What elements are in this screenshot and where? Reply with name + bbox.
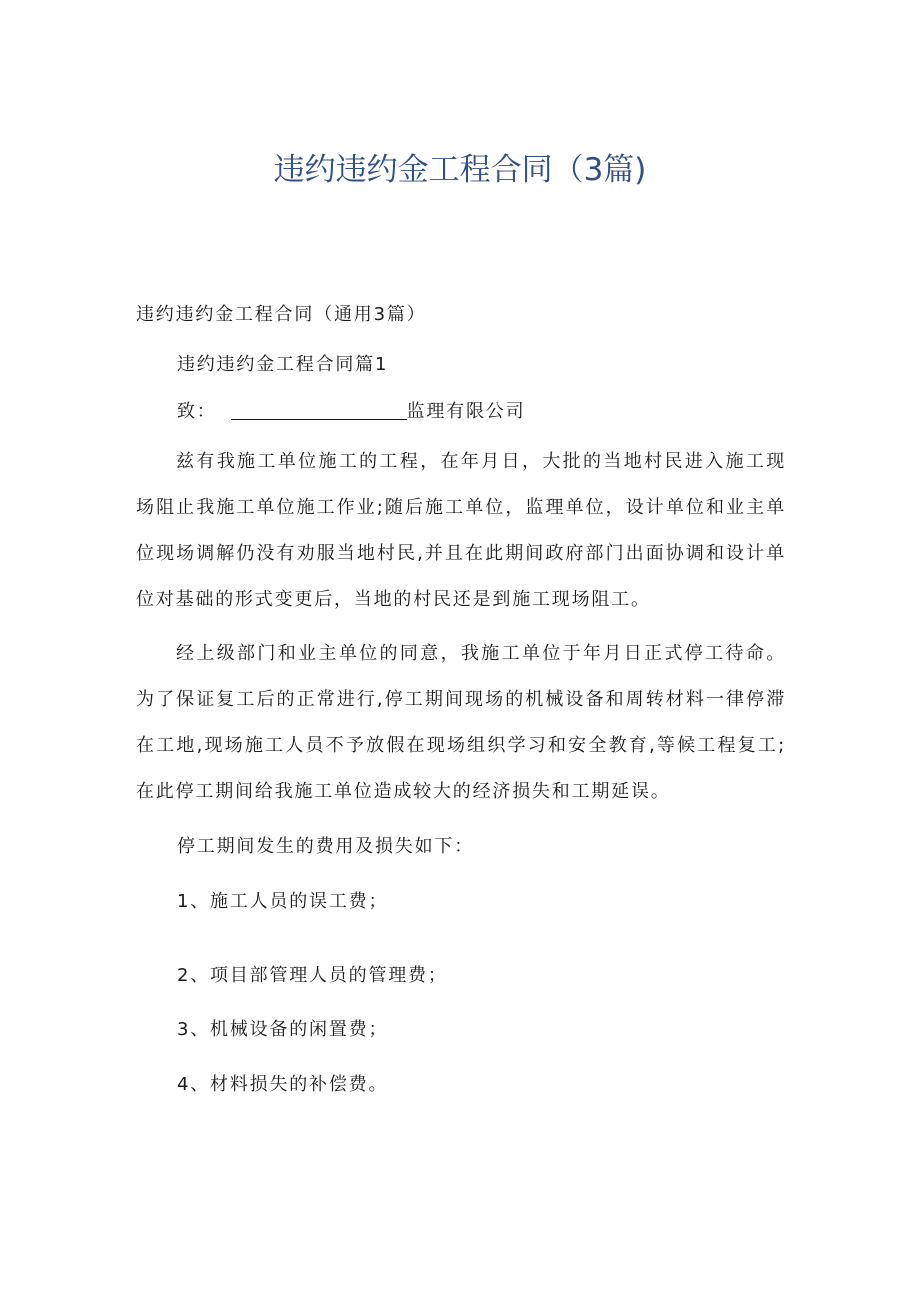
list-item: 2、项目部管理人员的管理费； [177,965,448,986]
addressee-blank [231,401,407,420]
addressee-line [177,399,525,425]
paragraph-1: 兹有我施工单位施工的工程，在年月日，大批的当地村民进入施工现场阻止我施工单位施工作业;随后施工单位，监理单位，设计单位和业主单位现场调解仍没有劝服当地村民,并且在此期间政府部门出面协调和设计单位对基础的形式变更后，当地的村民还是到施工现场阻工。 [136,451,786,610]
list-item: 4、材料损失的补偿费。 [177,1074,389,1095]
addressee-prefix: 致： [177,401,217,422]
addressee-company: 监理有限公司 [406,401,526,422]
document-subtitle: 违约违约金工程合同（通用3篇） [136,304,427,325]
list-item: 1、施工人员的误工费； [177,891,389,912]
costs-intro: 停工期间发生的费用及损失如下： [177,836,474,857]
list-item: 3、机械设备的闲置费； [177,1019,389,1040]
page-title: 违约违约金工程合同（3篇) [273,152,647,188]
paragraph-2: 经上级部门和业主单位的同意，我施工单位于年月日正式停工待命。为了保证复工后的正常进行,停工期间现场的机械设备和周转材料一律停滞在工地,现场施工人员不予放假在现场组织学习和安全教育,等候工程复工;在此停工期间给我施工单位造成较大的经济损失和工期延误。 [136,643,786,802]
section-heading: 违约违约金工程合同篇1 [177,354,389,375]
